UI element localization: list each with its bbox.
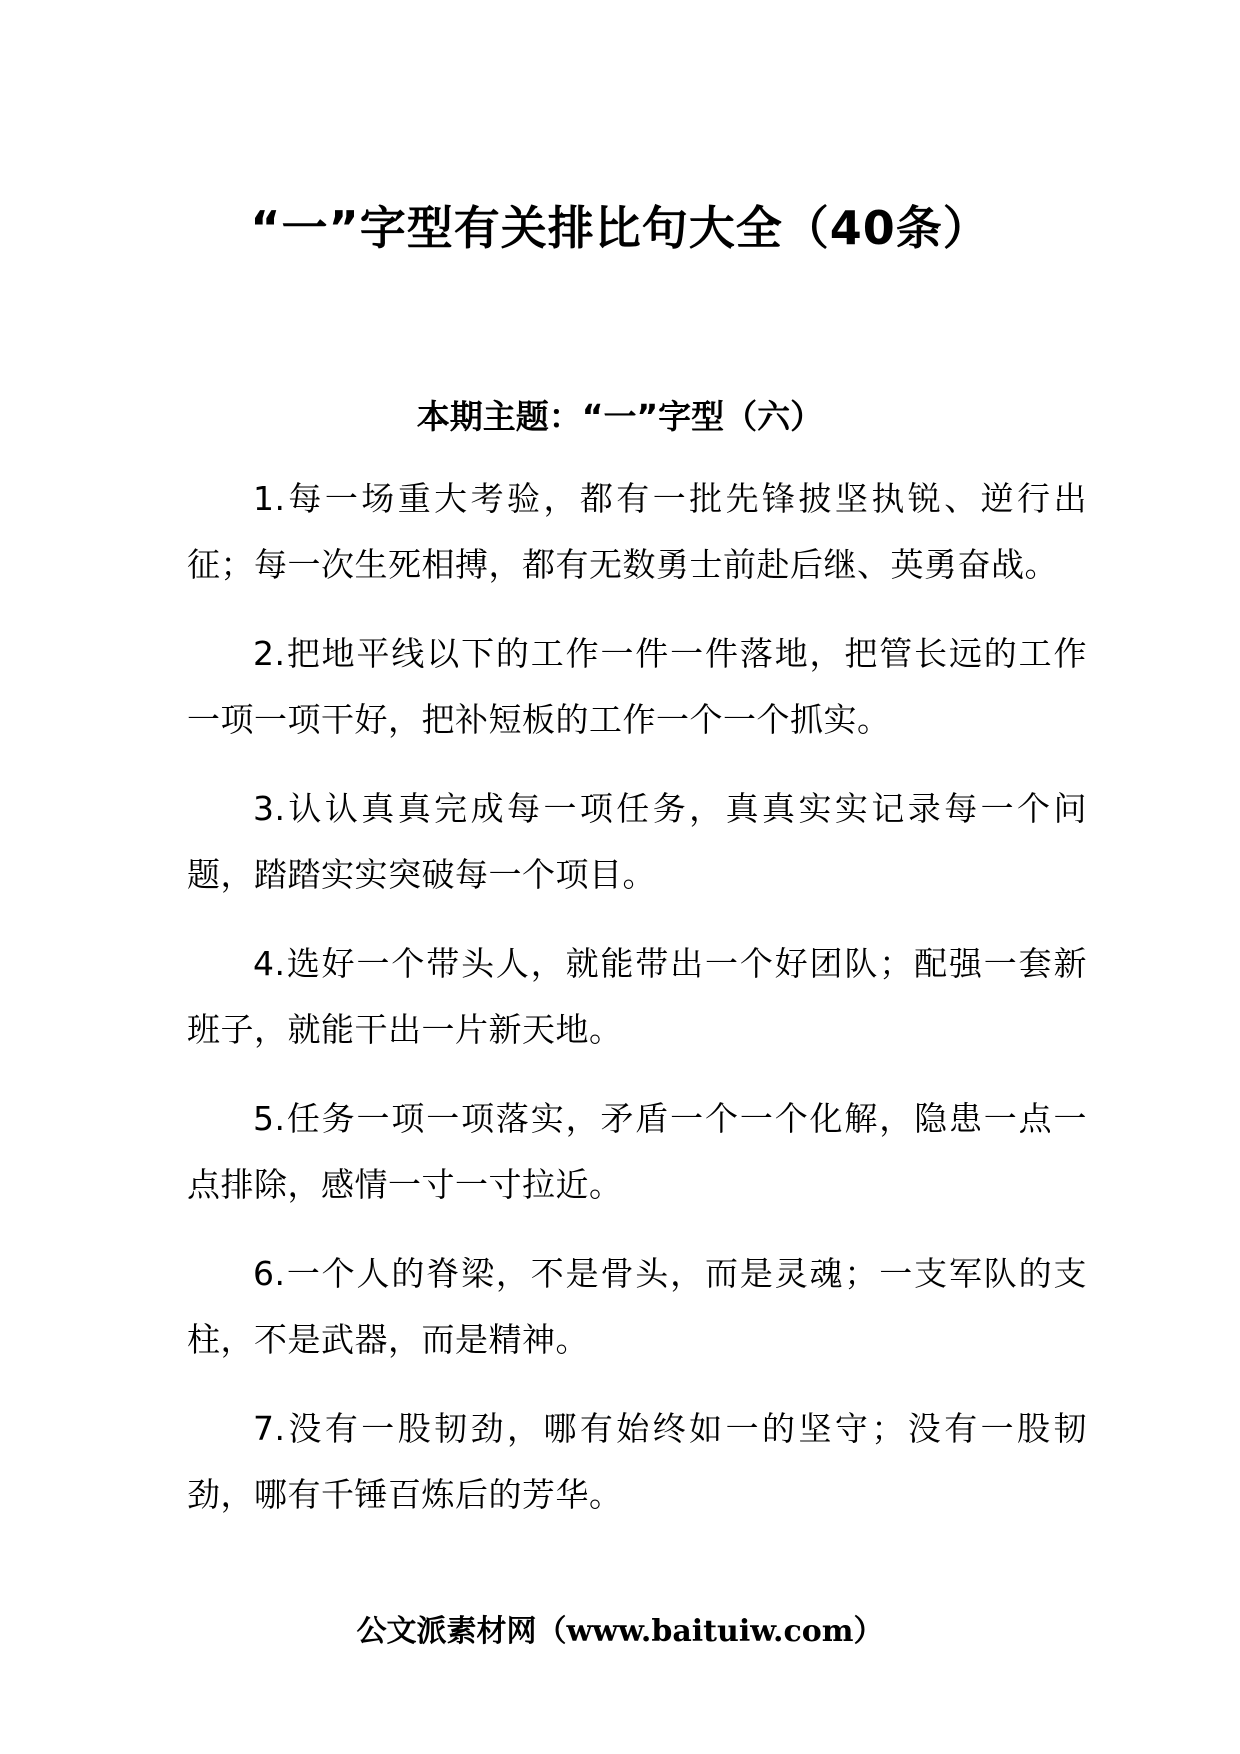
list-item: 4.选好一个带头人，就能带出一个好团队；配强一套新班子，就能干出一片新天地。 <box>187 944 1087 1049</box>
section-subtitle: 本期主题：“一”字型（六） <box>416 397 824 436</box>
sentence-list <box>187 466 1087 1551</box>
list-item: 1.每一场重大考验，都有一批先锋披坚执锐、逆行出征；每一次生死相搏，都有无数勇士前赴后继、英勇奋战。 <box>187 479 1087 584</box>
list-item: 2.把地平线以下的工作一件一件落地，把管长远的工作一项一项干好，把补短板的工作一个一个抓实。 <box>187 634 1087 739</box>
list-item: 5.任务一项一项落实，矛盾一个一个化解，隐患一点一点排除，感情一寸一寸拉近。 <box>187 1099 1087 1204</box>
document-title: “一”字型有关排比句大全（40条） <box>250 201 990 255</box>
list-item: 6.一个人的脊梁，不是骨头，而是灵魂；一支军队的支柱，不是武器，而是精神。 <box>187 1254 1087 1359</box>
list-item: 7.没有一股韧劲，哪有始终如一的坚守；没有一股韧劲，哪有千锤百炼后的芳华。 <box>187 1409 1087 1514</box>
list-item: 3.认认真真完成每一项任务，真真实实记录每一个问题，踏踏实实突破每一个项目。 <box>187 789 1087 894</box>
source-footer: 公文派素材网（www.baituiw.com） <box>356 1614 884 1649</box>
